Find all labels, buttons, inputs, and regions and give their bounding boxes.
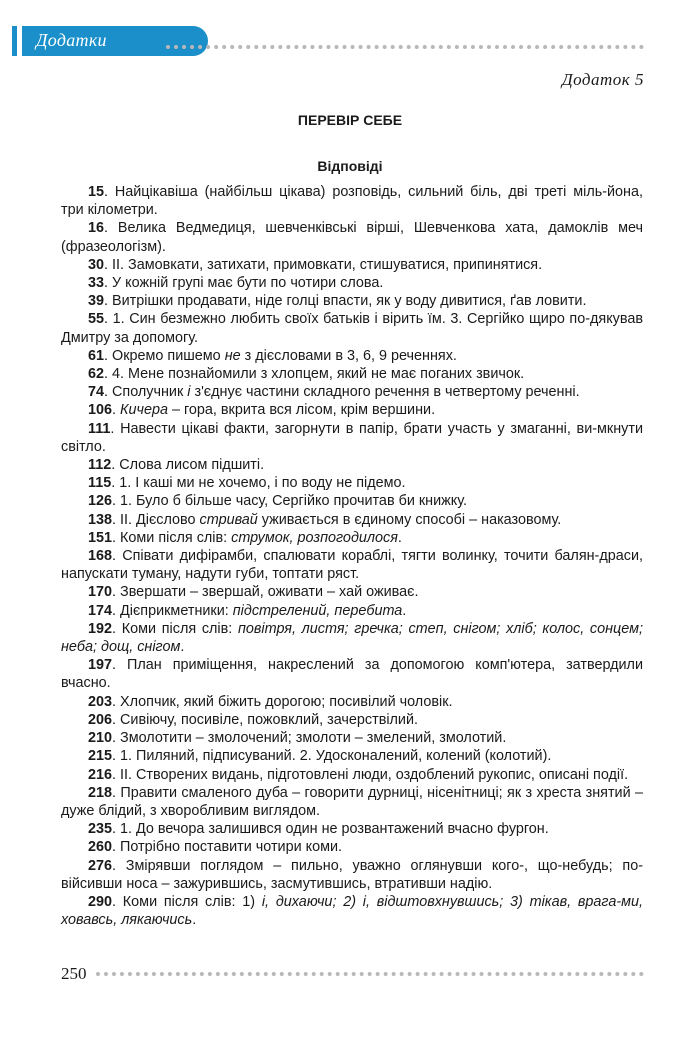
answer-text: . 1. Було б більше часу, Сергійко прочитав би книжку. [112, 493, 467, 510]
answer-item [61, 420, 643, 456]
answer-item [61, 529, 643, 547]
answer-item [61, 820, 643, 838]
answer-item [61, 838, 643, 856]
answer-item [61, 766, 643, 784]
footer-dotted-rule [96, 972, 644, 976]
answer-item [61, 784, 643, 820]
section-subtitle: Відповіді [317, 158, 383, 174]
answer-item [61, 511, 643, 529]
answer-text-italic: стривай [199, 511, 258, 528]
answer-number: 30 [88, 256, 105, 273]
answer-number: 126 [88, 493, 113, 510]
answer-item [61, 183, 643, 219]
answer-text: . Змірявши поглядом – пильно, уважно оглянувши кого-, що-небудь; по-війсивши носа – зажурившись, засмутившись, втративши надію. [61, 857, 643, 892]
answer-item [61, 893, 643, 929]
header-dotted-rule [166, 45, 644, 49]
answer-text: . План приміщення, накреслений за допомогою комп'ютера, затвердили вчасно. [61, 657, 643, 692]
section-label: Додатки [36, 30, 107, 50]
answer-text: . Коми після слів: [112, 620, 238, 637]
answer-item [61, 729, 643, 747]
answer-number: 203 [88, 693, 113, 710]
answer-text: . Найцікавіша (найбільш цікава) розповідь, сильний біль, дві треті міль-йона, три кілометри. [61, 184, 643, 219]
answer-text: . У кожній групі має бути по чотири слова. [104, 275, 384, 292]
answer-item [61, 401, 643, 419]
answer-text: . II. Замовкати, затихати, примовкати, стишуватися, припинятися. [104, 256, 543, 273]
answer-text: . Велика Ведмедиця, шевченківські вірші, Шевченкова хата, дамоклів меч (фразеологізм). [61, 220, 643, 255]
answer-item [61, 656, 643, 692]
answer-text: . Коми після слів: [112, 529, 232, 546]
answer-number: 112 [88, 457, 112, 474]
answer-number: 61 [88, 347, 105, 364]
answer-text: . Змолотити – змолочений; змолоти – змелений, змолотий. [112, 730, 507, 747]
answer-text: . [192, 912, 197, 929]
answer-number: 174 [88, 602, 113, 619]
answer-item [61, 256, 643, 274]
answer-text: . Правити смаленого дуба – говорити дурниці, нісенітниці; як з хреста знятий – дуже блідий, з хворобливим виглядом. [61, 784, 643, 819]
answers-list [61, 183, 643, 929]
answer-text: . Сивіючу, посивіле, пожовклий, зачерствілий. [112, 711, 419, 728]
answer-item [61, 274, 643, 292]
answer-text-italic: і [187, 384, 191, 401]
answer-text: з'єднує частини складного речення в четвертому реченні. [190, 384, 580, 401]
answer-number: 15 [88, 184, 105, 200]
answer-number: 216 [88, 766, 113, 783]
answer-item [61, 456, 643, 474]
answer-text: . 1. Син безмежно любить своїх батьків і вірить їм. 3. Сергійко щиро по-дякував Дмитру за допомогу. [61, 311, 643, 346]
page-header [0, 24, 700, 58]
answer-text: . 1. І каші ми не хочемо, і по воду не підемо. [111, 475, 406, 492]
answer-text: . [397, 529, 402, 546]
answer-number: 55 [88, 311, 105, 328]
answer-text: . Співати дифірамби, спалювати кораблі, тягти волинку, точити балян-драси, напускати туману, надути губи, топтати ряст. [61, 548, 643, 583]
answer-text: . Потрібно поставити чотири коми. [112, 839, 343, 856]
answer-number: 168 [88, 548, 113, 565]
answer-number: 210 [88, 730, 113, 747]
answer-number: 170 [88, 584, 113, 601]
answer-text: . Хлопчик, який біжить дорогою; посивілий чоловік. [112, 693, 453, 710]
answer-text: . II. Створених видань, підготовлені люди, оздоблений рукопис, описані події. [112, 766, 629, 783]
answer-number: 39 [88, 293, 105, 310]
answer-text: – гора, вкрита вся лісом, крім вершини. [167, 402, 436, 419]
answer-number: 106 [88, 402, 113, 419]
answer-number: 290 [88, 893, 113, 910]
answer-text: . Сполучник [104, 384, 188, 401]
answer-number: 192 [88, 620, 113, 637]
answer-text: . Звершати – звершай, оживати – хай оживає. [112, 584, 419, 601]
answer-number: 33 [88, 275, 105, 292]
answer-text-italic: підстрелений, перебита [232, 602, 403, 619]
answer-number: 151 [88, 529, 113, 546]
answer-item [61, 365, 643, 383]
header-accent-bar [12, 26, 17, 56]
answer-number: 111 [88, 420, 111, 437]
answer-text: . II. Дієслово [112, 511, 200, 528]
answer-text: . Слова лисом підшиті. [111, 457, 265, 474]
answer-item [61, 492, 643, 510]
answer-item [61, 583, 643, 601]
answer-number: 115 [88, 475, 112, 492]
answer-number: 260 [88, 839, 113, 856]
answer-text: уживається в єдиному способі – наказовому. [257, 511, 562, 528]
answer-text-italic: Кичера [120, 402, 168, 419]
answer-number: 206 [88, 711, 113, 728]
answer-number: 74 [88, 384, 105, 401]
answer-text: . [112, 402, 121, 419]
answer-item [61, 620, 643, 656]
answer-text: . 1. Пиляний, підписуваний. 2. Удосконалений, колений (колотий). [112, 748, 552, 765]
answer-item [61, 292, 643, 310]
answer-number: 218 [88, 784, 113, 801]
answer-item [61, 219, 643, 255]
answer-number: 138 [88, 511, 113, 528]
answer-item [61, 747, 643, 765]
answer-text: . [402, 602, 407, 619]
answer-text: . 4. Мене познайомили з хлопцем, який не має поганих звичок. [104, 366, 525, 383]
page-title: ПЕРЕВІР СЕБЕ [297, 112, 403, 128]
answer-text: з дієсловами в 3, 6, 9 реченнях. [240, 347, 457, 364]
answer-text: . [180, 639, 185, 656]
answer-text: . Окремо пишемо [104, 347, 225, 364]
answer-text: . 1. До вечора залишився один не розвантажений вчасно фургон. [112, 821, 549, 838]
answer-item [61, 857, 643, 893]
answer-number: 62 [88, 366, 105, 383]
answer-text-italic: і, дихаючи; 2) і, відштовхнувшись; 3) тікав, врага-ми, ховавсь, лякаючись [61, 893, 643, 929]
answer-number: 215 [88, 748, 113, 765]
appendix-label: Додаток 5 [561, 70, 644, 89]
page-number: 250 [61, 964, 87, 983]
answer-text: . Витрішки продавати, ніде голці впасти, як у воду дивитися, ґав ловити. [104, 293, 587, 310]
answer-item [61, 474, 643, 492]
answer-number: 235 [88, 821, 113, 838]
answer-item [61, 711, 643, 729]
answer-item [61, 383, 643, 401]
answer-item [61, 602, 643, 620]
answer-number: 197 [88, 657, 113, 674]
answer-text-italic: повітря, листя; гречка; степ, снігом; хліб; колос, сонцем; неба; дощ, снігом [61, 620, 643, 656]
answer-item [61, 310, 643, 346]
answer-text: . Дієприкметники: [112, 602, 233, 619]
answer-number: 16 [88, 220, 105, 237]
answer-item [61, 547, 643, 583]
answer-number: 276 [88, 857, 113, 874]
answer-text-italic: не [224, 347, 241, 364]
answer-text: . Навести цікаві факти, загорнути в папір, брати участь у змаганні, ви-мкнути світло. [61, 420, 643, 455]
answer-text-italic: струмок, розпогодилося [231, 529, 398, 546]
answer-item [61, 347, 643, 365]
answer-item [61, 693, 643, 711]
answer-text: . Коми після слів: 1) [112, 893, 262, 910]
